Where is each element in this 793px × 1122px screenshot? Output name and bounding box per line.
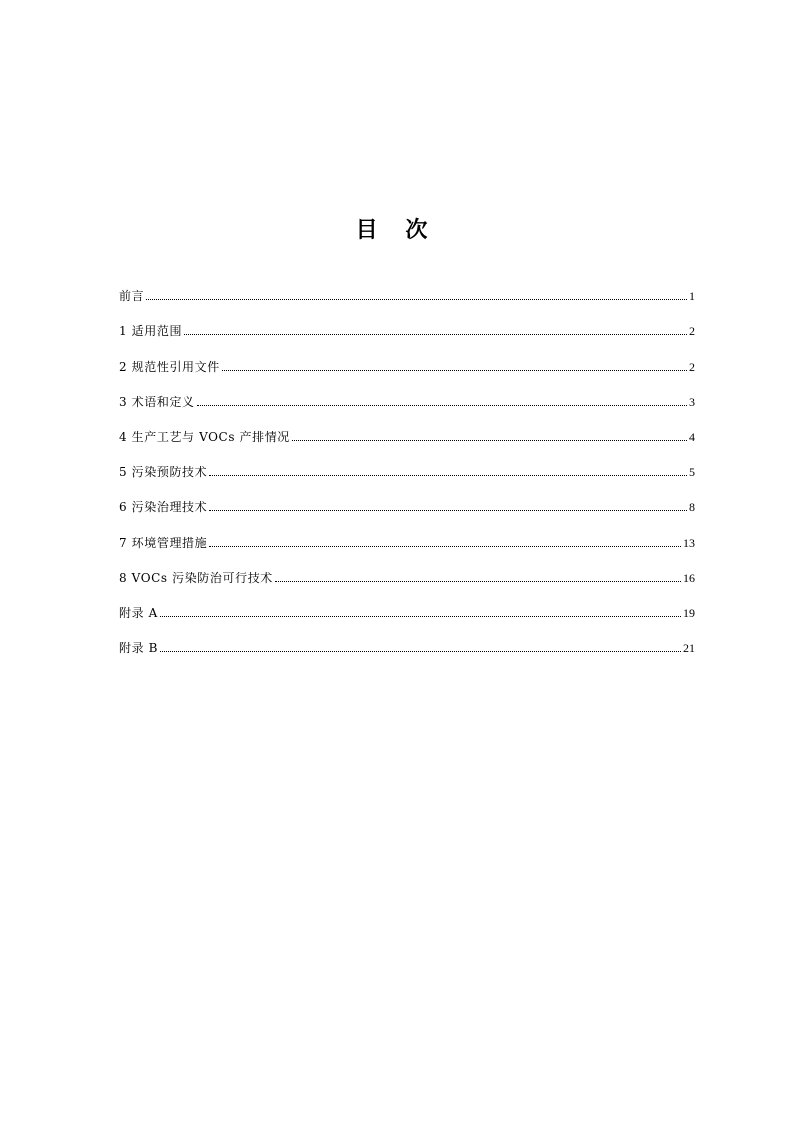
toc-entry-foreword[interactable] (119, 281, 695, 316)
table-of-contents (119, 281, 695, 668)
toc-entry-label: 1 适用范围 (119, 324, 183, 339)
toc-entry-environmental-management[interactable] (119, 527, 695, 562)
toc-entry-label: 附录 A (119, 605, 158, 620)
toc-entry-normative-references[interactable] (119, 351, 695, 386)
toc-page-number: 5 (689, 465, 695, 480)
page-title: 目 次 (355, 217, 438, 243)
toc-entry-label: 前言 (119, 289, 145, 304)
toc-entry-label: 4 生产工艺与 VOCs 产排情况 (119, 429, 290, 444)
toc-page-number: 2 (689, 359, 695, 374)
toc-dot-leader (197, 405, 687, 406)
toc-entry-production-process[interactable] (119, 422, 695, 457)
toc-dot-leader (209, 510, 687, 511)
toc-entry-terms-definitions[interactable] (119, 387, 695, 422)
toc-dot-leader (275, 581, 681, 582)
toc-dot-leader (160, 616, 681, 617)
toc-entry-feasible-techniques[interactable] (119, 563, 695, 598)
toc-entry-label: 8 VOCs 污染防治可行技术 (119, 570, 273, 585)
toc-page-number: 19 (683, 605, 695, 620)
toc-page-number: 4 (689, 429, 695, 444)
toc-page-number: 3 (689, 394, 695, 409)
toc-page-number: 1 (689, 289, 695, 304)
toc-page-number: 16 (683, 570, 695, 585)
toc-entry-appendix-a[interactable] (119, 598, 695, 633)
toc-dot-leader (160, 651, 681, 652)
toc-entry-appendix-b[interactable] (119, 633, 695, 668)
toc-page-number: 21 (683, 641, 695, 656)
toc-entry-label: 5 污染预防技术 (119, 465, 208, 480)
toc-page-number: 2 (689, 324, 695, 339)
toc-dot-leader (184, 334, 687, 335)
toc-entry-label: 3 术语和定义 (119, 394, 195, 409)
toc-page-number: 8 (689, 500, 695, 515)
toc-dot-leader (209, 546, 681, 547)
toc-entry-scope[interactable] (119, 316, 695, 351)
toc-entry-label: 6 污染治理技术 (119, 500, 208, 515)
toc-entry-label: 2 规范性引用文件 (119, 359, 220, 374)
toc-entry-pollution-prevention[interactable] (119, 457, 695, 492)
toc-dot-leader (209, 475, 687, 476)
toc-page-number: 13 (683, 535, 695, 550)
toc-dot-leader (222, 370, 687, 371)
toc-entry-label: 附录 B (119, 641, 159, 656)
toc-dot-leader (292, 440, 687, 441)
toc-entry-pollution-treatment[interactable] (119, 492, 695, 527)
toc-entry-label: 7 环境管理措施 (119, 535, 208, 550)
toc-dot-leader (146, 299, 687, 300)
